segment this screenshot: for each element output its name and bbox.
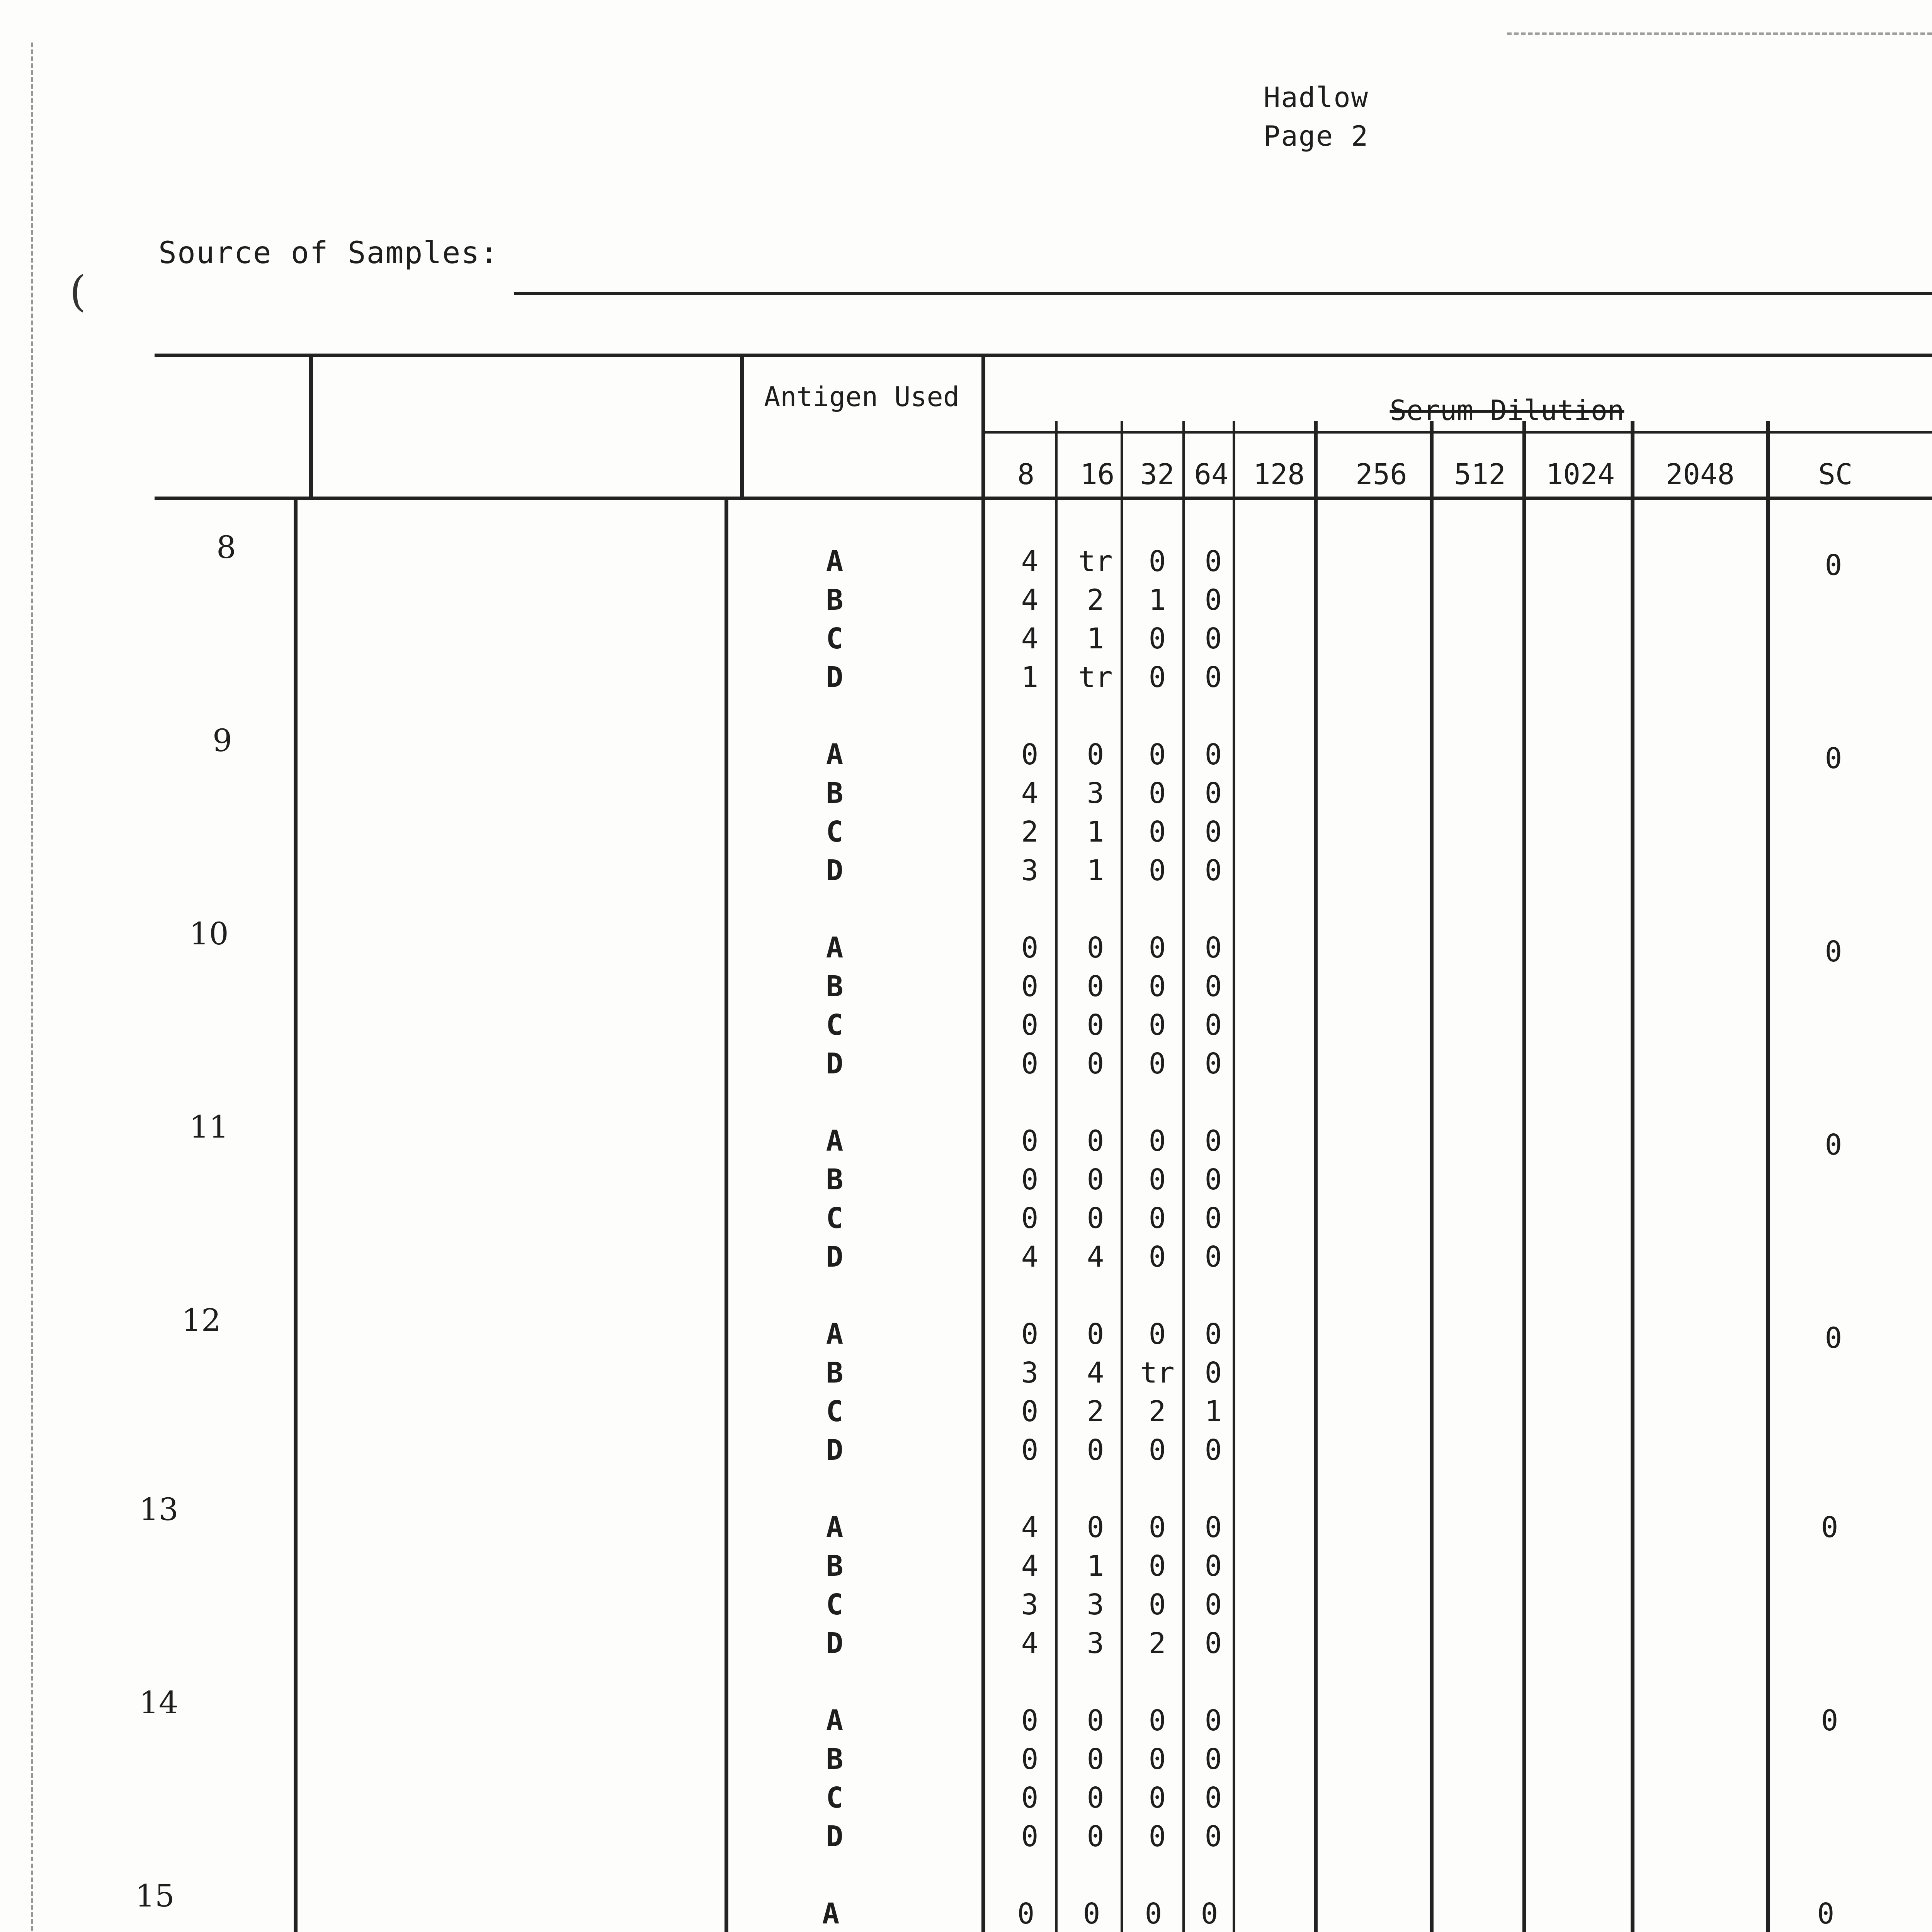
cell: 0 bbox=[1148, 1549, 1166, 1583]
cell: 4 bbox=[1021, 777, 1039, 810]
cell: 0 bbox=[1021, 970, 1039, 1003]
serum-dilution-header: Serum Dilution bbox=[1389, 394, 1624, 427]
cell: 0 bbox=[1204, 738, 1222, 771]
cell: 0 bbox=[1148, 854, 1166, 887]
dilution-header-rule bbox=[985, 431, 1932, 434]
cell: 4 bbox=[1021, 545, 1039, 578]
column-divider bbox=[1766, 421, 1770, 1932]
cell: 0 bbox=[1148, 1820, 1166, 1853]
column-divider bbox=[1182, 421, 1185, 1932]
cell: 0 bbox=[1087, 1009, 1104, 1042]
cell: 0 bbox=[1148, 1588, 1166, 1621]
cell: 3 bbox=[1087, 777, 1104, 810]
sc-value: 0 bbox=[1825, 1321, 1842, 1355]
column-divider bbox=[981, 355, 985, 1932]
dilution-8-header: 8 bbox=[1017, 458, 1035, 491]
cell: 0 bbox=[1204, 583, 1222, 617]
sample-number: 10 bbox=[189, 916, 229, 952]
sc-value: 0 bbox=[1825, 1128, 1842, 1162]
cell: 0 bbox=[1087, 1704, 1104, 1737]
antigen-letter: B bbox=[826, 1163, 844, 1196]
cell: 4 bbox=[1087, 1356, 1104, 1389]
cell: 1 bbox=[1087, 622, 1104, 655]
cell: 0 bbox=[1148, 931, 1166, 964]
cell: 0 bbox=[1148, 738, 1166, 771]
sample-number: 8 bbox=[216, 529, 236, 565]
antigen-letter: B bbox=[826, 583, 844, 617]
cell: 3 bbox=[1021, 1588, 1039, 1621]
cell: 0 bbox=[1201, 1897, 1218, 1930]
cell: 0 bbox=[1148, 1511, 1166, 1544]
antigen-letter: D bbox=[826, 1240, 844, 1274]
cell: 0 bbox=[1087, 1202, 1104, 1235]
cell: 3 bbox=[1021, 854, 1039, 887]
cell: 0 bbox=[1148, 1047, 1166, 1080]
cell: 0 bbox=[1083, 1897, 1100, 1930]
dilution-1024-header: 1024 bbox=[1546, 458, 1615, 491]
cell: 0 bbox=[1087, 1781, 1104, 1815]
sample-number: 13 bbox=[139, 1492, 179, 1527]
antigen-letter: B bbox=[826, 1743, 844, 1776]
cell: 0 bbox=[1204, 970, 1222, 1003]
cell: 0 bbox=[1204, 1356, 1222, 1389]
cell: 0 bbox=[1021, 1202, 1039, 1235]
cell: 0 bbox=[1087, 1743, 1104, 1776]
cell: 0 bbox=[1148, 545, 1166, 578]
column-divider bbox=[1121, 421, 1123, 1932]
cell: 0 bbox=[1021, 738, 1039, 771]
cell: 0 bbox=[1204, 854, 1222, 887]
scan-top-edge bbox=[1507, 32, 1932, 35]
sample-number: 14 bbox=[139, 1685, 179, 1721]
cell: 4 bbox=[1021, 1627, 1039, 1660]
cell: 4 bbox=[1021, 583, 1039, 617]
cell: 0 bbox=[1021, 1434, 1039, 1467]
sample-number: 15 bbox=[135, 1878, 175, 1914]
cell: 0 bbox=[1148, 1318, 1166, 1351]
cell: 3 bbox=[1021, 1356, 1039, 1389]
antigen-letter: C bbox=[826, 622, 844, 655]
header-page-number: Page 2 bbox=[1264, 120, 1369, 152]
antigen-letter: D bbox=[826, 1627, 844, 1660]
cell: 0 bbox=[1148, 622, 1166, 655]
header-divider bbox=[740, 355, 744, 498]
cell: 0 bbox=[1204, 1202, 1222, 1235]
cell: 0 bbox=[1204, 931, 1222, 964]
cell: 0 bbox=[1204, 1511, 1222, 1544]
cell: 0 bbox=[1204, 1318, 1222, 1351]
cell: tr bbox=[1140, 1356, 1175, 1389]
cell: 0 bbox=[1021, 1124, 1039, 1158]
dilution-64-header: 64 bbox=[1194, 458, 1229, 491]
sc-value: 0 bbox=[1817, 1897, 1835, 1930]
column-divider bbox=[1430, 421, 1434, 1932]
cell: 1 bbox=[1021, 661, 1039, 694]
antigen-letter: A bbox=[826, 545, 844, 578]
antigen-letter: C bbox=[826, 1202, 844, 1235]
cell: 0 bbox=[1204, 1781, 1222, 1815]
cell: 0 bbox=[1204, 1009, 1222, 1042]
cell: 0 bbox=[1148, 1781, 1166, 1815]
header-divider bbox=[309, 355, 313, 498]
cell: 0 bbox=[1087, 1434, 1104, 1467]
antigen-letter: C bbox=[826, 1781, 844, 1815]
cell: 0 bbox=[1204, 1434, 1222, 1467]
cell: 4 bbox=[1021, 1549, 1039, 1583]
antigen-letter: D bbox=[826, 1434, 844, 1467]
cell: 4 bbox=[1087, 1240, 1104, 1274]
antigen-letter: A bbox=[826, 931, 844, 964]
antigen-letter: A bbox=[826, 1704, 844, 1737]
cell: 0 bbox=[1087, 1047, 1104, 1080]
cell: 0 bbox=[1204, 777, 1222, 810]
cell: 0 bbox=[1021, 1318, 1039, 1351]
cell: 0 bbox=[1204, 1743, 1222, 1776]
cell: 0 bbox=[1204, 1627, 1222, 1660]
column-divider bbox=[1522, 421, 1526, 1932]
cell: 0 bbox=[1148, 815, 1166, 849]
cell: 0 bbox=[1204, 622, 1222, 655]
cell: 0 bbox=[1021, 1163, 1039, 1196]
binder-mark: ( bbox=[70, 267, 86, 316]
column-divider bbox=[1233, 421, 1235, 1932]
sc-value: 0 bbox=[1825, 549, 1842, 582]
dilution-2048-header: 2048 bbox=[1665, 458, 1735, 491]
cell: 4 bbox=[1021, 1511, 1039, 1544]
cell: 0 bbox=[1204, 1549, 1222, 1583]
sc-value: 0 bbox=[1825, 935, 1842, 968]
cell: 0 bbox=[1021, 1009, 1039, 1042]
antigen-letter: A bbox=[826, 738, 844, 771]
sc-value: 0 bbox=[1825, 742, 1842, 775]
antigen-letter: B bbox=[826, 1356, 844, 1389]
dilution-256-header: 256 bbox=[1355, 458, 1407, 491]
cell: 0 bbox=[1021, 1820, 1039, 1853]
cell: 3 bbox=[1087, 1627, 1104, 1660]
cell: tr bbox=[1078, 661, 1113, 694]
dilution-16-header: 16 bbox=[1080, 458, 1115, 491]
cell: 0 bbox=[1204, 1820, 1222, 1853]
cell: 1 bbox=[1148, 583, 1166, 617]
cell: 0 bbox=[1087, 1820, 1104, 1853]
cell: 0 bbox=[1148, 1240, 1166, 1274]
cell: 0 bbox=[1204, 1163, 1222, 1196]
cell: 1 bbox=[1087, 854, 1104, 887]
cell: 0 bbox=[1204, 1124, 1222, 1158]
cell: 0 bbox=[1021, 1704, 1039, 1737]
cell: 2 bbox=[1021, 815, 1039, 849]
antigen-letter: A bbox=[822, 1897, 840, 1930]
antigen-letter: C bbox=[826, 1009, 844, 1042]
cell: 0 bbox=[1148, 661, 1166, 694]
antigen-letter: A bbox=[826, 1511, 844, 1544]
cell: 0 bbox=[1148, 1163, 1166, 1196]
antigen-letter: B bbox=[826, 970, 844, 1003]
antigen-letter: A bbox=[826, 1124, 844, 1158]
cell: 0 bbox=[1087, 1318, 1104, 1351]
dilution-32-header: 32 bbox=[1140, 458, 1175, 491]
cell: tr bbox=[1078, 545, 1113, 578]
sample-number: 12 bbox=[182, 1302, 221, 1338]
cell: 0 bbox=[1204, 1704, 1222, 1737]
cell: 0 bbox=[1021, 1047, 1039, 1080]
cell: 2 bbox=[1148, 1627, 1166, 1660]
sc-value: 0 bbox=[1821, 1704, 1838, 1737]
antigen-letter: D bbox=[826, 661, 844, 694]
cell: 0 bbox=[1204, 1588, 1222, 1621]
sc-header: SC bbox=[1818, 458, 1853, 491]
cell: 2 bbox=[1087, 1395, 1104, 1428]
cell: 0 bbox=[1148, 970, 1166, 1003]
cell: 0 bbox=[1204, 661, 1222, 694]
antigen-letter: B bbox=[826, 777, 844, 810]
antigen-letter: C bbox=[826, 815, 844, 849]
antigen-letter: D bbox=[826, 1047, 844, 1080]
cell: 0 bbox=[1148, 1202, 1166, 1235]
dilution-512-header: 512 bbox=[1454, 458, 1506, 491]
cell: 2 bbox=[1148, 1395, 1166, 1428]
cell: 0 bbox=[1148, 1009, 1166, 1042]
cell: 0 bbox=[1148, 1434, 1166, 1467]
cell: 0 bbox=[1021, 1781, 1039, 1815]
cell: 0 bbox=[1087, 738, 1104, 771]
cell: 4 bbox=[1021, 1240, 1039, 1274]
scan-left-edge bbox=[31, 43, 36, 1932]
cell: 0 bbox=[1021, 1395, 1039, 1428]
cell: 0 bbox=[1148, 1704, 1166, 1737]
cell: 0 bbox=[1087, 970, 1104, 1003]
cell: 0 bbox=[1148, 1124, 1166, 1158]
column-divider bbox=[1631, 421, 1634, 1932]
cell: 1 bbox=[1087, 1549, 1104, 1583]
source-of-samples-line bbox=[514, 292, 1932, 295]
column-divider bbox=[1055, 421, 1058, 1932]
antigen-letter: D bbox=[826, 1820, 844, 1853]
cell: 3 bbox=[1087, 1588, 1104, 1621]
header-name: Hadlow bbox=[1264, 81, 1369, 114]
cell: 4 bbox=[1021, 622, 1039, 655]
dilution-128-header: 128 bbox=[1253, 458, 1305, 491]
source-of-samples-label: Source of Samples: bbox=[158, 236, 499, 270]
cell: 1 bbox=[1204, 1395, 1222, 1428]
cell: 0 bbox=[1017, 1897, 1035, 1930]
table-header-rule bbox=[155, 497, 1932, 500]
antigen-letter: D bbox=[826, 854, 844, 887]
antigen-letter: C bbox=[826, 1588, 844, 1621]
cell: 0 bbox=[1087, 1163, 1104, 1196]
cell: 0 bbox=[1021, 931, 1039, 964]
cell: 0 bbox=[1145, 1897, 1162, 1930]
sample-number: 11 bbox=[189, 1109, 229, 1145]
cell: 0 bbox=[1204, 1047, 1222, 1080]
antigen-used-header: Antigen Used bbox=[764, 381, 959, 413]
cell: 0 bbox=[1087, 931, 1104, 964]
column-divider bbox=[294, 498, 298, 1932]
cell: 0 bbox=[1204, 1240, 1222, 1274]
antigen-letter: C bbox=[826, 1395, 844, 1428]
cell: 0 bbox=[1148, 777, 1166, 810]
column-divider bbox=[724, 498, 728, 1932]
cell: 0 bbox=[1087, 1124, 1104, 1158]
cell: 1 bbox=[1087, 815, 1104, 849]
antigen-letter: B bbox=[826, 1549, 844, 1583]
sample-number: 9 bbox=[213, 723, 232, 759]
table-top-rule bbox=[155, 354, 1932, 357]
cell: 0 bbox=[1021, 1743, 1039, 1776]
cell: 0 bbox=[1204, 545, 1222, 578]
cell: 0 bbox=[1148, 1743, 1166, 1776]
antigen-letter: A bbox=[826, 1318, 844, 1351]
cell: 0 bbox=[1087, 1511, 1104, 1544]
cell: 2 bbox=[1087, 583, 1104, 617]
column-divider bbox=[1314, 421, 1318, 1932]
cell: 0 bbox=[1204, 815, 1222, 849]
sc-value: 0 bbox=[1821, 1511, 1838, 1544]
